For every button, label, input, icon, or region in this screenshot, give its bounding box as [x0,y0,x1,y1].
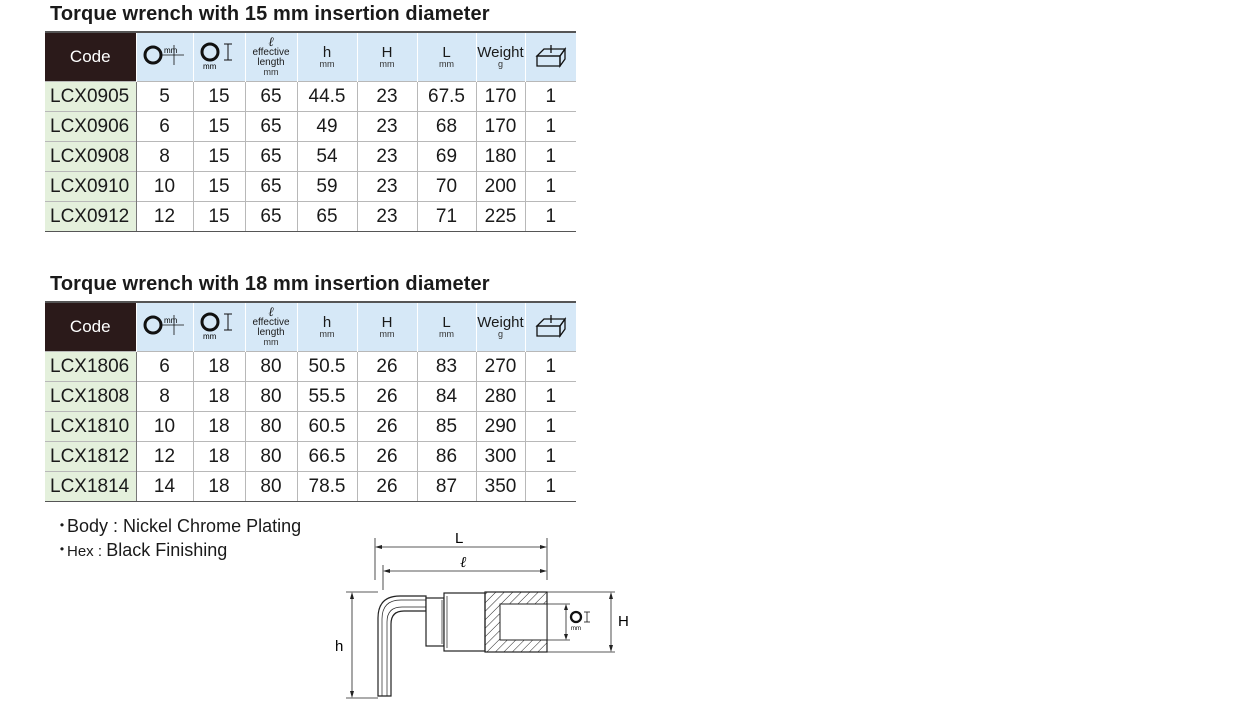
H-unit: mm [379,329,395,339]
cell-L: 68 [417,112,476,142]
H-unit: mm [379,59,395,69]
cell-hex-size: 10 [136,172,193,202]
cell-weight: 350 [476,472,525,502]
spec-table-15mm [45,31,576,232]
note-body [53,514,301,538]
cell-effective-length: 80 [245,352,297,382]
table-body-18mm [45,352,576,502]
header-code: Code [45,302,136,352]
separator: : [93,543,107,560]
cell-h: 55.5 [297,382,357,412]
weight-label: Weight [477,314,524,331]
cell-weight: 225 [476,202,525,232]
cell-H: 23 [357,202,417,232]
header-weight [476,302,525,352]
cell-insertion-diameter: 18 [193,472,245,502]
cell-H: 26 [357,472,417,502]
header-effective-length [245,32,297,82]
cell-L: 83 [417,352,476,382]
h-label: h [322,314,332,331]
cell-package-qty: 1 [525,412,576,442]
header-code: Code [45,32,136,82]
cell-L: 87 [417,472,476,502]
hex-unit-label: mm [163,45,177,55]
header-insertion-diameter [193,32,245,82]
H-dimension-label: H [618,613,629,630]
socket-bore [500,604,547,640]
hex-socket-icon [142,42,188,68]
cell-hex-size: 6 [136,112,193,142]
H-label: H [381,314,393,331]
cell-h: 78.5 [297,472,357,502]
note-hex-value: Black Finishing [106,540,228,560]
table-row [45,82,576,112]
cell-effective-length: 65 [245,112,297,142]
cell-L: 86 [417,442,476,472]
cell-insertion-diameter: 15 [193,112,245,142]
weight-unit: g [497,59,503,69]
cell-code: LCX0906 [45,112,136,142]
insertion-diameter-icon [571,612,581,622]
header-H [357,302,417,352]
cell-code: LCX0910 [45,172,136,202]
wrench-dimension-diagram [330,520,640,705]
cell-L: 85 [417,412,476,442]
L-dimension-label: L [455,530,464,547]
ell-symbol: ℓ [268,304,274,320]
cell-insertion-diameter: 18 [193,412,245,442]
eff-line1: effective [252,316,290,328]
header-L [417,32,476,82]
cell-H: 26 [357,442,417,472]
separator: : [108,516,124,536]
insertion-diameter-icon [198,40,240,70]
hex-socket-icon [142,312,188,338]
socket-collar [444,593,485,651]
table-row [45,382,576,412]
cell-insertion-diameter: 18 [193,442,245,472]
socket-neck [426,598,444,646]
cell-code: LCX0905 [45,82,136,112]
ell-symbol: ℓ [268,34,274,50]
cell-h: 50.5 [297,352,357,382]
hex-unit-label: mm [163,315,177,325]
table-title-18mm: Torque wrench with 18 mm insertion diameter [50,273,490,295]
L-label: L [442,314,451,331]
cell-L: 71 [417,202,476,232]
cell-effective-length: 80 [245,382,297,412]
bullet: ・ [53,516,71,536]
insertion-unit-label: mm [203,61,217,70]
cell-package-qty: 1 [525,172,576,202]
table-header-row [45,32,576,82]
h-unit: mm [319,59,335,69]
cell-package-qty: 1 [525,472,576,502]
cell-package-qty: 1 [525,382,576,412]
cell-h: 60.5 [297,412,357,442]
L-unit: mm [439,59,454,69]
cell-hex-size: 14 [136,472,193,502]
cell-package-qty: 1 [525,202,576,232]
cell-code: LCX1814 [45,472,136,502]
header-h [297,302,357,352]
header-L [417,302,476,352]
eff-line1: effective [252,46,290,58]
package-box-icon [534,42,568,68]
header-package-quantity [525,32,576,82]
cell-L: 84 [417,382,476,412]
cell-H: 23 [357,142,417,172]
cell-h: 59 [297,172,357,202]
insertion-diameter-icon [198,310,240,340]
h-label: h [322,44,332,61]
cell-h: 66.5 [297,442,357,472]
cell-weight: 270 [476,352,525,382]
cell-package-qty: 1 [525,352,576,382]
bullet: ・ [53,540,71,560]
header-h [297,32,357,82]
table-row [45,112,576,142]
cell-H: 23 [357,82,417,112]
cell-effective-length: 80 [245,442,297,472]
H-label: H [381,44,393,61]
cell-weight: 290 [476,412,525,442]
spec-table-18mm [45,301,576,502]
header-hex-size [136,302,193,352]
eff-unit: mm [263,66,279,77]
weight-label: Weight [477,44,524,61]
cell-weight: 180 [476,142,525,172]
cell-hex-size: 10 [136,412,193,442]
eff-unit: mm [263,336,279,347]
ell-dimension-label: ℓ [460,553,467,571]
h-dimension-label: h [335,638,344,655]
cell-package-qty: 1 [525,142,576,172]
cell-code: LCX1812 [45,442,136,472]
table-row [45,172,576,202]
cell-h: 54 [297,142,357,172]
package-box-icon [534,312,568,338]
cell-insertion-diameter: 15 [193,172,245,202]
note-body-label: Body [67,516,109,536]
header-weight [476,32,525,82]
eff-line2: length [257,56,285,68]
cell-effective-length: 80 [245,472,297,502]
cell-H: 23 [357,172,417,202]
cell-weight: 300 [476,442,525,472]
h-unit: mm [319,329,335,339]
table-row [45,352,576,382]
cell-code: LCX0912 [45,202,136,232]
cell-weight: 280 [476,382,525,412]
cell-effective-length: 65 [245,142,297,172]
cell-hex-size: 12 [136,202,193,232]
cell-hex-size: 12 [136,442,193,472]
cell-L: 70 [417,172,476,202]
cell-insertion-diameter: 15 [193,202,245,232]
cell-effective-length: 65 [245,172,297,202]
cell-hex-size: 8 [136,382,193,412]
mm-label: mm [571,626,581,632]
note-hex [53,538,301,564]
insertion-unit-label: mm [203,331,217,340]
header-H [357,32,417,82]
notes [53,514,301,564]
table-title-15mm: Torque wrench with 15 mm insertion diameter [50,3,490,25]
cell-H: 26 [357,352,417,382]
cell-insertion-diameter: 15 [193,142,245,172]
table-body-15mm [45,82,576,232]
cell-H: 23 [357,112,417,142]
cell-h: 65 [297,202,357,232]
header-effective-length [245,302,297,352]
cell-code: LCX1808 [45,382,136,412]
table-row [45,202,576,232]
cell-code: LCX1810 [45,412,136,442]
cell-package-qty: 1 [525,442,576,472]
table-row [45,442,576,472]
table-header-row [45,302,576,352]
cell-hex-size: 5 [136,82,193,112]
cell-H: 26 [357,382,417,412]
cell-code: LCX1806 [45,352,136,382]
note-body-value: Nickel Chrome Plating [123,516,302,536]
cell-effective-length: 80 [245,412,297,442]
cell-insertion-diameter: 18 [193,382,245,412]
cell-L: 67.5 [417,82,476,112]
cell-hex-size: 6 [136,352,193,382]
note-hex-label: Hex [67,543,94,560]
cell-insertion-diameter: 18 [193,352,245,382]
cell-hex-size: 8 [136,142,193,172]
table-row [45,472,576,502]
cell-weight: 200 [476,172,525,202]
cell-weight: 170 [476,112,525,142]
cell-H: 26 [357,412,417,442]
header-insertion-diameter [193,302,245,352]
header-hex-size [136,32,193,82]
table-row [45,142,576,172]
weight-unit: g [497,329,503,339]
cell-package-qty: 1 [525,82,576,112]
header-package-quantity [525,302,576,352]
eff-line2: length [257,326,285,338]
cell-package-qty: 1 [525,112,576,142]
cell-effective-length: 65 [245,82,297,112]
cell-effective-length: 65 [245,202,297,232]
cell-weight: 170 [476,82,525,112]
L-unit: mm [439,329,454,339]
L-label: L [442,44,451,61]
table-row [45,412,576,442]
cell-L: 69 [417,142,476,172]
hex-key-outline [378,596,426,696]
cell-h: 49 [297,112,357,142]
cell-code: LCX0908 [45,142,136,172]
cell-h: 44.5 [297,82,357,112]
cell-insertion-diameter: 15 [193,82,245,112]
